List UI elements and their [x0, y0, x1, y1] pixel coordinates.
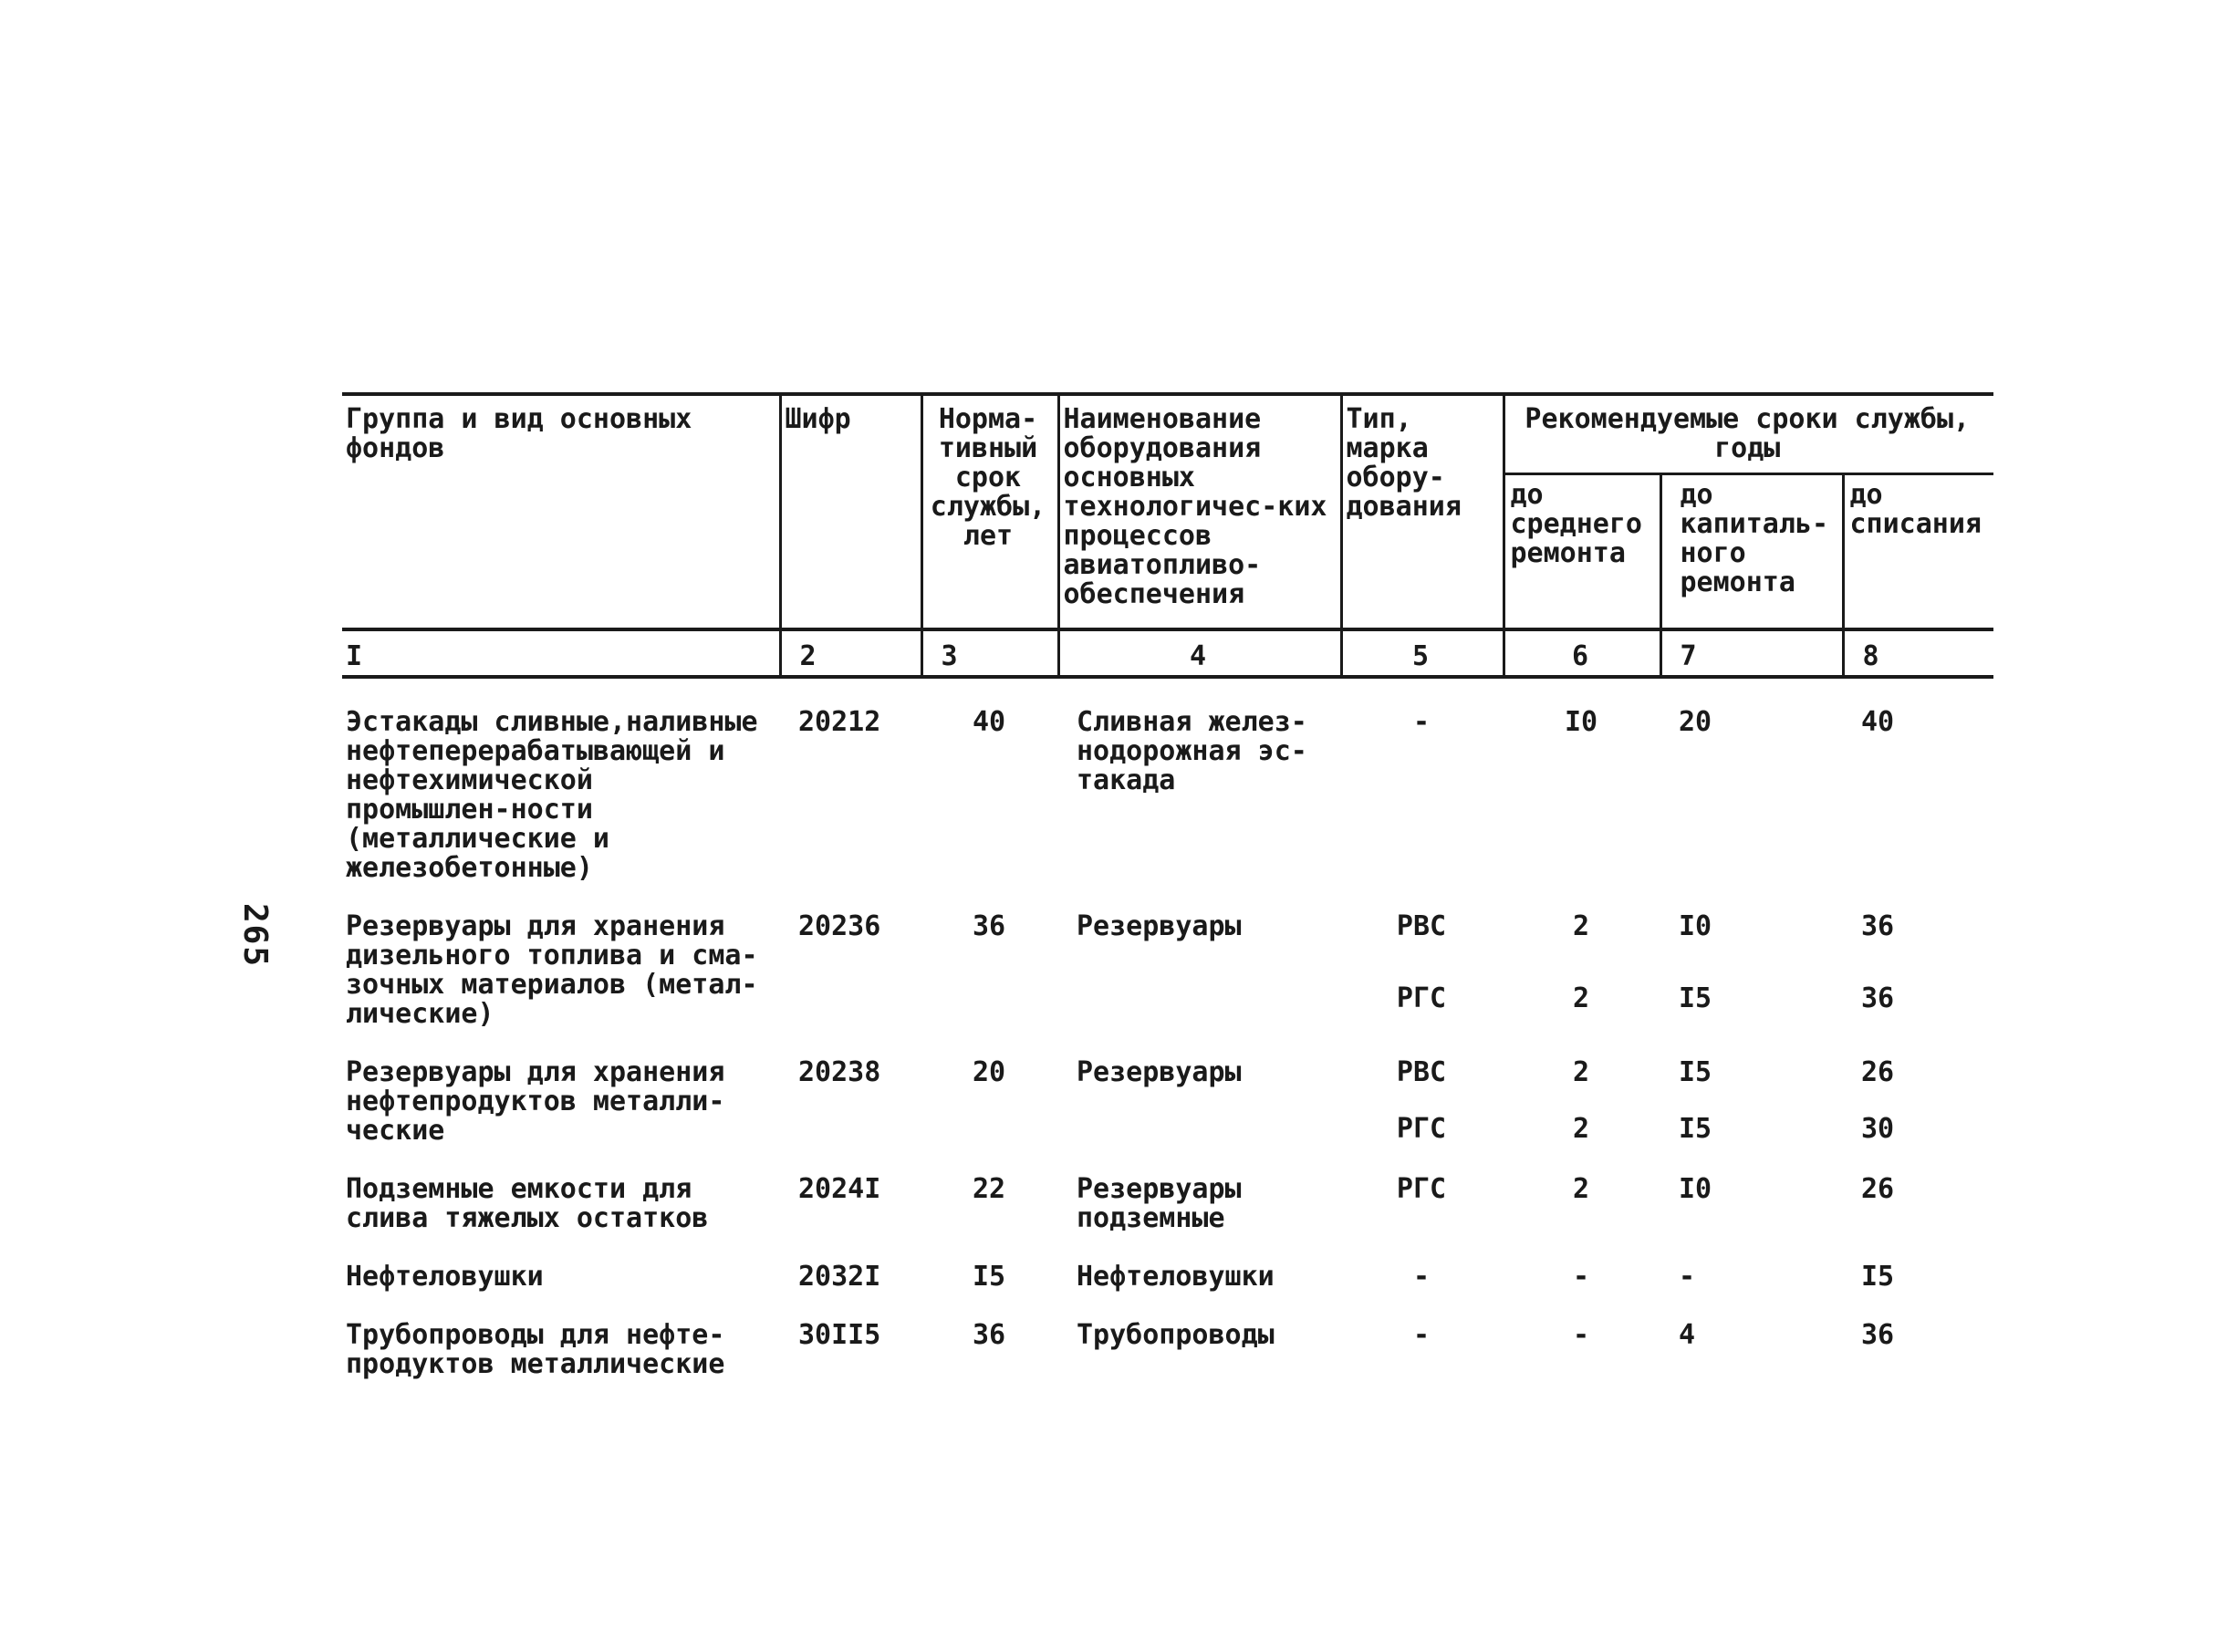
cell-code: 2024I — [798, 1173, 881, 1205]
cell-writeoff: 36 — [1861, 910, 1895, 942]
table-row — [342, 677, 1993, 883]
cell-type: - — [1412, 706, 1431, 738]
cell-capital: I5 — [1679, 982, 1712, 1014]
column-number: 5 — [1341, 629, 1504, 677]
header-equipment: Наименование оборудования основных технологичес-ких процессов авиатопливо-обеспечения — [1058, 394, 1341, 629]
cell-group: Резервуары для хранения дизельного топлива и сма-зочных материалов (метал-лические) — [346, 910, 758, 1030]
cell-writeoff: 30 — [1861, 1113, 1895, 1146]
header-row — [342, 394, 1993, 474]
cell-capital: I0 — [1679, 1173, 1712, 1205]
header-type: Тип, марка обору-дования — [1341, 394, 1504, 629]
header-to-capital: до капиталь-ного ремонта — [1660, 474, 1843, 629]
cell-equipment: Сливная желез-нодорожная эс-такада — [1077, 706, 1307, 796]
column-number: I — [342, 629, 780, 677]
column-number: 6 — [1504, 629, 1660, 677]
cell-medium: - — [1572, 1319, 1590, 1351]
header-group: Группа и вид основных фондов — [342, 394, 780, 629]
cell-capital: 20 — [1679, 706, 1712, 738]
cell-writeoff: 36 — [1861, 1319, 1895, 1351]
cell-code: 2032I — [798, 1261, 881, 1293]
cell-group: Нефтеловушки — [346, 1261, 544, 1293]
page-number: 265 — [236, 903, 274, 969]
table-row — [342, 1233, 1993, 1292]
cell-writeoff: I5 — [1861, 1261, 1895, 1293]
table-row — [342, 1292, 1993, 1379]
cell-capital: - — [1679, 1261, 1696, 1293]
service-life-table — [342, 392, 1993, 1379]
cell-type: РВС — [1396, 1056, 1447, 1088]
cell-equipment: Резервуары — [1077, 1056, 1242, 1088]
cell-capital: 4 — [1679, 1319, 1696, 1351]
cell-equipment: Трубопроводы — [1077, 1319, 1275, 1351]
cell-group: Трубопроводы для нефте-продуктов металлические — [346, 1319, 725, 1380]
cell-writeoff: 26 — [1861, 1056, 1895, 1088]
cell-equipment: Резервуары подземные — [1077, 1173, 1242, 1234]
cell-norm: 36 — [972, 910, 1006, 942]
cell-norm: 20 — [972, 1056, 1006, 1088]
cell-type: - — [1412, 1261, 1431, 1293]
column-number: 2 — [780, 629, 921, 677]
cell-capital: I5 — [1679, 1056, 1712, 1088]
cell-capital: I5 — [1679, 1113, 1712, 1146]
cell-norm: 22 — [972, 1173, 1006, 1205]
column-numbers-row — [342, 629, 1993, 677]
cell-type: РГС — [1396, 1173, 1447, 1205]
cell-equipment: Нефтеловушки — [1077, 1261, 1275, 1293]
cell-type: РГС — [1396, 1113, 1447, 1146]
table — [342, 392, 1993, 1379]
header-to-writeoff: до списания — [1843, 474, 1993, 629]
cell-norm: I5 — [972, 1261, 1006, 1293]
table-row — [342, 1029, 1993, 1089]
cell-medium: 2 — [1572, 910, 1590, 942]
cell-group: Подземные емкости для слива тяжелых остатков — [346, 1173, 709, 1234]
cell-medium: - — [1572, 1261, 1590, 1293]
cell-writeoff: 36 — [1861, 982, 1895, 1014]
column-number: 7 — [1660, 629, 1843, 677]
cell-medium: 2 — [1572, 1173, 1590, 1205]
header-to-medium: до среднего ремонта — [1504, 474, 1660, 629]
cell-group: Резервуары для хранения нефтепродуктов металли-ческие — [346, 1056, 725, 1147]
cell-code: 20212 — [798, 706, 881, 738]
header-norm: Норма-тивный срок службы, лет — [921, 394, 1058, 629]
cell-writeoff: 40 — [1861, 706, 1895, 738]
cell-writeoff: 26 — [1861, 1173, 1895, 1205]
cell-group: Эстакады сливные,наливные нефтеперерабатывающей и нефтехимической промышлен-ности (металлические и железобетонные) — [346, 706, 758, 884]
cell-type: РГС — [1396, 982, 1447, 1014]
header-code: Шифр — [780, 394, 921, 629]
cell-norm: 36 — [972, 1319, 1006, 1351]
cell-capital: I0 — [1679, 910, 1712, 942]
column-number: 4 — [1058, 629, 1341, 677]
column-number: 8 — [1843, 629, 1993, 677]
cell-code: 20236 — [798, 910, 881, 942]
table-row — [342, 1146, 1993, 1233]
cell-type: РВС — [1396, 910, 1447, 942]
cell-norm: 40 — [972, 706, 1006, 738]
cell-medium: I0 — [1564, 706, 1598, 738]
cell-medium: 2 — [1572, 1056, 1590, 1088]
cell-medium: 2 — [1572, 982, 1590, 1014]
column-number: 3 — [921, 629, 1058, 677]
cell-equipment: Резервуары — [1077, 910, 1242, 942]
cell-type: - — [1412, 1319, 1431, 1351]
table-row — [342, 883, 1993, 959]
header-recommended: Рекомендуемые сроки службы, годы — [1504, 394, 1993, 474]
cell-code: 30II5 — [798, 1319, 881, 1351]
cell-medium: 2 — [1572, 1113, 1590, 1146]
cell-code: 20238 — [798, 1056, 881, 1088]
